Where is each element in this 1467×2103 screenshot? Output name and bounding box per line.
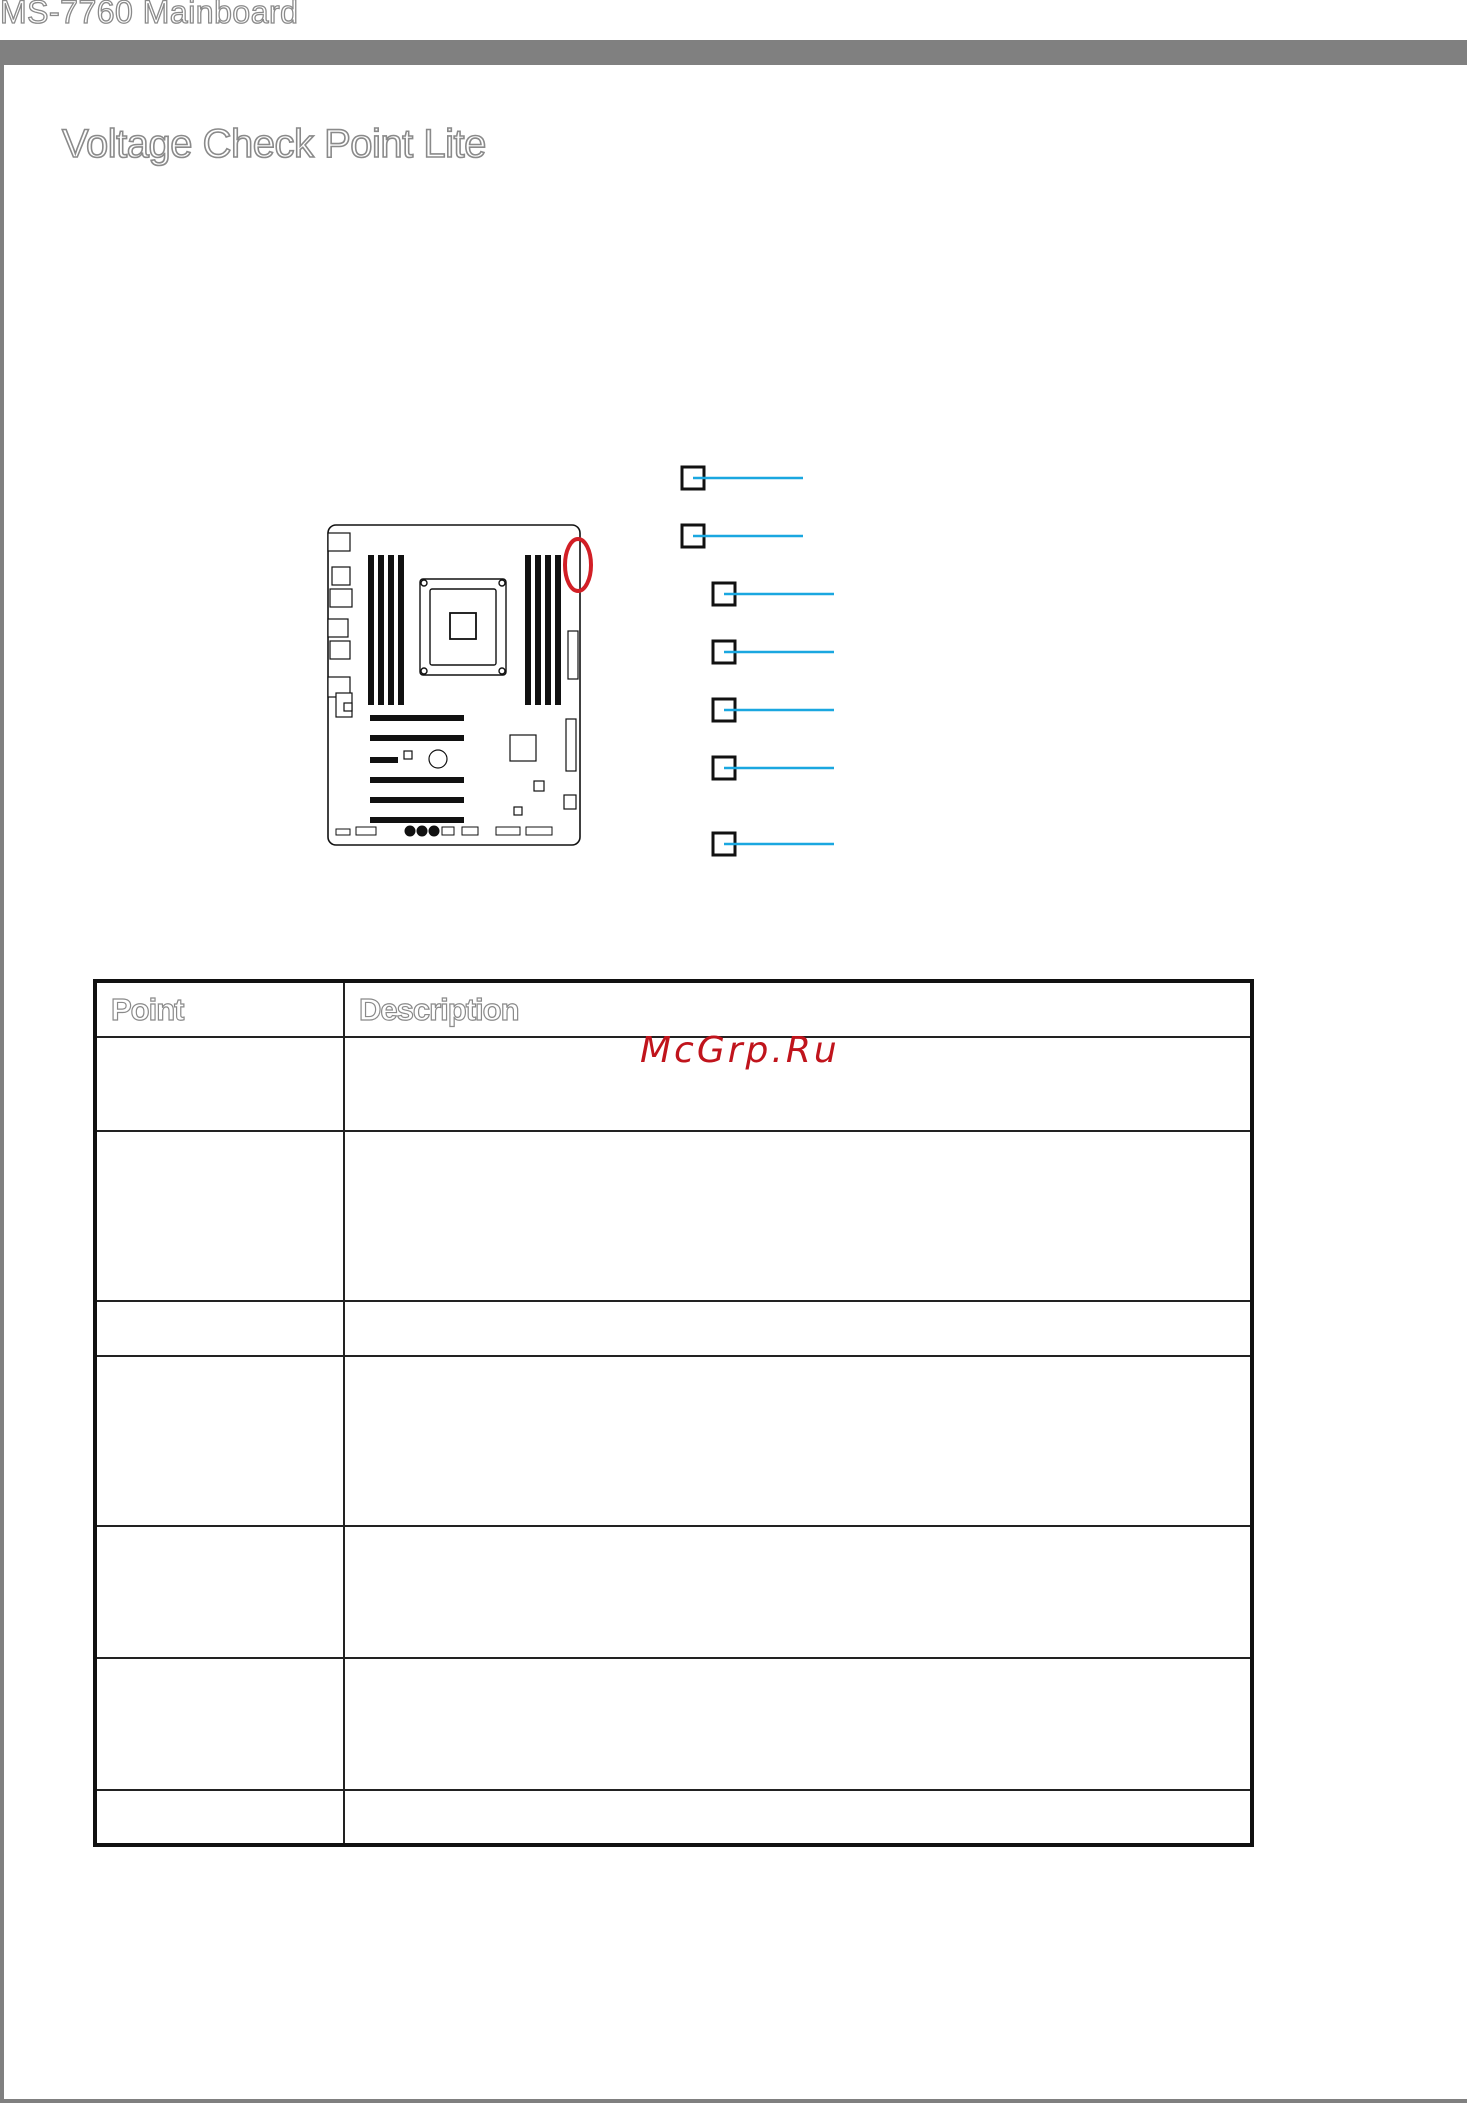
description-cell xyxy=(344,1526,1252,1658)
column-header-description: Description xyxy=(344,981,1252,1037)
description-cell xyxy=(344,1790,1252,1845)
callout-markers xyxy=(682,467,735,855)
point-cell xyxy=(95,1790,344,1845)
column-header-point: Point xyxy=(95,981,344,1037)
voltage-check-point-table xyxy=(93,979,1254,1847)
description-cell xyxy=(344,1301,1252,1356)
table-row xyxy=(95,1301,1252,1356)
bottom-headers xyxy=(336,826,552,836)
description-cell xyxy=(344,1356,1252,1526)
point-cell xyxy=(95,1658,344,1790)
point-cell xyxy=(95,1131,344,1301)
point-cell xyxy=(95,1526,344,1658)
table-header-row xyxy=(95,981,1252,1037)
point-cell xyxy=(95,1356,344,1526)
point-cell xyxy=(95,1301,344,1356)
table-row xyxy=(95,1526,1252,1658)
page-title: Voltage Check Point Lite xyxy=(62,122,486,166)
watermark: McGrp.Ru xyxy=(640,1030,840,1071)
motherboard-diagram xyxy=(320,455,840,875)
table-row xyxy=(95,1356,1252,1526)
table-row xyxy=(95,1790,1252,1845)
description-cell xyxy=(344,1131,1252,1301)
left-margin-rule xyxy=(0,40,4,2103)
table-row xyxy=(95,1131,1252,1301)
running-head: MS-7760 Mainboard xyxy=(0,0,299,30)
description-cell xyxy=(344,1658,1252,1790)
motherboard-figure xyxy=(320,455,840,875)
point-cell xyxy=(95,1037,344,1131)
header-bar xyxy=(0,40,1467,65)
table-row xyxy=(95,1658,1252,1790)
atx-power-connector xyxy=(568,631,578,679)
footer-rule xyxy=(0,2099,1467,2103)
